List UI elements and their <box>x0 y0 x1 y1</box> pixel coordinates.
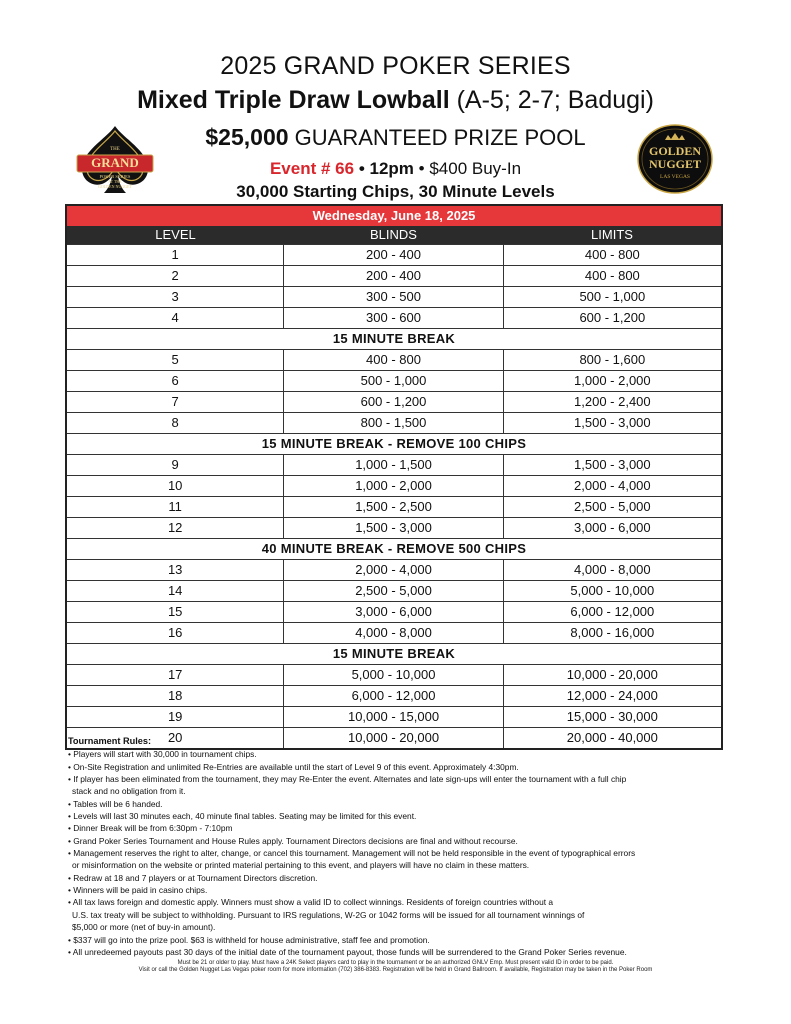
rule-line: stack and no obligation from it. <box>72 786 186 797</box>
blinds-cell: 6,000 - 12,000 <box>283 686 502 706</box>
table-header <box>67 226 721 244</box>
table-row <box>67 601 721 622</box>
column-header-limits: LIMITS <box>591 227 633 242</box>
table-row <box>67 496 721 517</box>
limits-cell: 400 - 800 <box>503 266 721 286</box>
blinds-cell: 10,000 - 15,000 <box>283 707 502 727</box>
prize-amount: $25,000 <box>205 124 289 150</box>
logo-text-poker-series: POKER SERIES <box>99 174 131 179</box>
limits-cell: 2,500 - 5,000 <box>503 497 721 517</box>
blind-schedule-table <box>65 204 723 750</box>
rule-line: $5,000 or more (net of buy-in amount). <box>72 922 216 933</box>
event-name: Mixed Triple Draw Lowball <box>137 86 450 114</box>
level-cell: 19 <box>167 709 183 724</box>
level-cell: 1 <box>171 247 179 262</box>
table-row <box>67 454 721 475</box>
limits-cell: 5,000 - 10,000 <box>503 581 721 601</box>
blinds-cell: 1,500 - 2,500 <box>283 497 502 517</box>
break-row: 15 MINUTE BREAK <box>67 643 721 664</box>
footer-line-1: Must be 21 or older to play. Must have a 24K Select players card to play in the tournament or be an authorized GNLV Emp. Must present valid ID in order to be paid. <box>177 960 614 966</box>
table-row <box>67 286 721 307</box>
logo-text-las-vegas: LAS VEGAS <box>659 174 691 180</box>
separator: • <box>418 159 425 178</box>
limits-cell: 6,000 - 12,000 <box>503 602 721 622</box>
blinds-cell: 800 - 1,500 <box>283 413 502 433</box>
blinds-cell: 4,000 - 8,000 <box>283 623 502 643</box>
rule-line: • Players will start with 30,000 in tournament chips. <box>68 749 257 760</box>
level-cell: 10 <box>167 478 183 493</box>
rule-line: • Redraw at 18 and 7 players or at Tournament Directors discretion. <box>68 872 318 883</box>
table-row <box>67 685 721 706</box>
event-title <box>0 86 791 115</box>
rule-line: • All tax laws foreign and domestic apply. Winners must show a valid ID to collect winnings. Residents of foreign countries without a <box>68 897 554 908</box>
limits-cell: 12,000 - 24,000 <box>503 686 721 706</box>
logo-text-golden-nugget: GOLDEN NUGGET <box>98 184 132 189</box>
limits-cell: 3,000 - 6,000 <box>503 518 721 538</box>
level-cell: 8 <box>171 415 179 430</box>
logo-text-golden: GOLDEN <box>648 144 702 158</box>
table-row <box>67 475 721 496</box>
rule-line: • Grand Poker Series Tournament and House Rules apply. Tournament Directors decisions are final and without recourse. <box>68 835 518 846</box>
level-cell: 15 <box>167 604 183 619</box>
blinds-cell: 400 - 800 <box>283 350 502 370</box>
table-row <box>67 244 721 265</box>
level-cell: 14 <box>167 583 183 598</box>
level-cell: 20 <box>167 730 183 745</box>
footer <box>0 960 791 974</box>
blinds-cell: 2,500 - 5,000 <box>283 581 502 601</box>
limits-cell: 1,500 - 3,000 <box>503 455 721 475</box>
table-row <box>67 622 721 643</box>
level-cell: 9 <box>171 457 179 472</box>
table-row <box>67 349 721 370</box>
table-row <box>67 559 721 580</box>
level-cell: 7 <box>171 394 179 409</box>
table-row <box>67 706 721 727</box>
rules-title: Tournament Rules: <box>68 736 152 746</box>
rule-line: • If player has been eliminated from the tournament, they may Re-Enter the event. Alternates and late sign-ups will enter the tournament with a full chip <box>68 774 627 785</box>
level-cell: 16 <box>167 625 183 640</box>
limits-cell: 400 - 800 <box>503 245 721 265</box>
rule-line: • All unredeemed payouts past 30 days of the initial date of the tournament payout, those funds will be surrendered to the Grand Poker Series revenue. <box>68 946 627 957</box>
blinds-cell: 3,000 - 6,000 <box>283 602 502 622</box>
level-cell: 3 <box>171 289 179 304</box>
rule-line: • On-Site Registration and unlimited Re-Entries are available until the start of Level 9 of this event. Approximately 4:30pm. <box>68 761 519 772</box>
limits-cell: 8,000 - 16,000 <box>503 623 721 643</box>
level-cell: 12 <box>167 520 183 535</box>
limits-cell: 1,500 - 3,000 <box>503 413 721 433</box>
rule-line: • Levels will last 30 minutes each, 40 minute final tables. Seating may be limited for this event. <box>68 811 417 822</box>
level-cell: 13 <box>167 562 183 577</box>
level-cell: 4 <box>171 310 179 325</box>
limits-cell: 15,000 - 30,000 <box>503 707 721 727</box>
break-row: 15 MINUTE BREAK <box>67 328 721 349</box>
blinds-cell: 300 - 600 <box>283 308 502 328</box>
rule-line: U.S. tax treaty will be subject to withholding. Pursuant to IRS regulations, W-2G or 1042 forms will be issued for all tournament winnings of <box>72 909 585 920</box>
grand-poker-series-logo <box>76 125 154 195</box>
level-cell: 5 <box>171 352 179 367</box>
date-bar: Wednesday, June 18, 2025 <box>67 206 721 226</box>
column-header-blinds: BLINDS <box>370 227 417 242</box>
column-header-level: LEVEL <box>155 227 196 242</box>
table-row <box>67 664 721 685</box>
blinds-cell: 10,000 - 20,000 <box>283 728 502 748</box>
rule-line: or misinformation on the website or printed material pertaining to this event, and players will have no claim in these matters. <box>72 860 530 871</box>
limits-cell: 2,000 - 4,000 <box>503 476 721 496</box>
rule-line: • Dinner Break will be from 6:30pm - 7:10pm <box>68 823 233 834</box>
limits-cell: 4,000 - 8,000 <box>503 560 721 580</box>
rule-line: • Tables will be 6 handed. <box>68 798 163 809</box>
series-title: 2025 GRAND POKER SERIES <box>220 52 571 80</box>
blinds-cell: 500 - 1,000 <box>283 371 502 391</box>
blinds-cell: 600 - 1,200 <box>283 392 502 412</box>
table-row <box>67 580 721 601</box>
level-cell: 18 <box>167 688 183 703</box>
blinds-cell: 2,000 - 4,000 <box>283 560 502 580</box>
blinds-cell: 200 - 400 <box>283 245 502 265</box>
limits-cell: 20,000 - 40,000 <box>503 728 721 748</box>
blinds-cell: 1,500 - 3,000 <box>283 518 502 538</box>
table-row <box>67 517 721 538</box>
level-cell: 17 <box>167 667 183 682</box>
rule-line: • Management reserves the right to alter, change, or cancel this tournament. Management will not be held responsible in the event of typographical errors <box>68 848 636 859</box>
limits-cell: 1,200 - 2,400 <box>503 392 721 412</box>
limits-cell: 500 - 1,000 <box>503 287 721 307</box>
logo-text-the: THE <box>110 147 120 152</box>
prize-text: GUARANTEED PRIZE POOL <box>294 125 586 150</box>
table-row <box>67 370 721 391</box>
level-cell: 2 <box>171 268 179 283</box>
event-variants: (A-5; 2-7; Badugi) <box>456 86 654 114</box>
blinds-cell: 200 - 400 <box>283 266 502 286</box>
table-body <box>67 244 721 748</box>
table-row <box>67 391 721 412</box>
chips-levels-line: 30,000 Starting Chips, 30 Minute Levels <box>236 182 555 201</box>
table-row <box>67 265 721 286</box>
level-cell: 11 <box>168 499 182 514</box>
limits-cell: 600 - 1,200 <box>503 308 721 328</box>
blinds-cell: 300 - 500 <box>283 287 502 307</box>
rule-line: • Winners will be paid in casino chips. <box>68 885 208 896</box>
event-number: Event # 66 <box>269 159 355 178</box>
rule-line: • $337 will go into the prize pool. $63 is withheld for house administrative, staff fee and promotion. <box>68 934 430 945</box>
separator: • <box>358 159 365 178</box>
tournament-rules <box>68 735 728 958</box>
limits-cell: 800 - 1,600 <box>503 350 721 370</box>
footer-line-2: Visit or call the Golden Nugget Las Vegas poker room for more information (702) 386-8383. Registration will be held in Grand Ballroom. If available, Registration may be taken in the Poker Room <box>138 967 653 973</box>
limits-cell: 1,000 - 2,000 <box>503 371 721 391</box>
level-cell: 6 <box>171 373 179 388</box>
rules-list <box>68 748 728 958</box>
blinds-cell: 1,000 - 1,500 <box>283 455 502 475</box>
limits-cell: 10,000 - 20,000 <box>503 665 721 685</box>
table-row <box>67 412 721 433</box>
break-row: 40 MINUTE BREAK - REMOVE 500 CHIPS <box>67 538 721 559</box>
golden-nugget-logo <box>637 124 713 194</box>
start-time: 12pm <box>369 159 414 178</box>
buyin: $400 Buy-In <box>429 159 522 178</box>
blinds-cell: 1,000 - 2,000 <box>283 476 502 496</box>
table-row <box>67 307 721 328</box>
break-row: 15 MINUTE BREAK - REMOVE 100 CHIPS <box>67 433 721 454</box>
logo-text-grand: GRAND <box>91 155 139 170</box>
logo-text-nugget: NUGGET <box>648 157 702 171</box>
blinds-cell: 5,000 - 10,000 <box>283 665 502 685</box>
logo-text-at-the: AT THE <box>108 179 122 184</box>
